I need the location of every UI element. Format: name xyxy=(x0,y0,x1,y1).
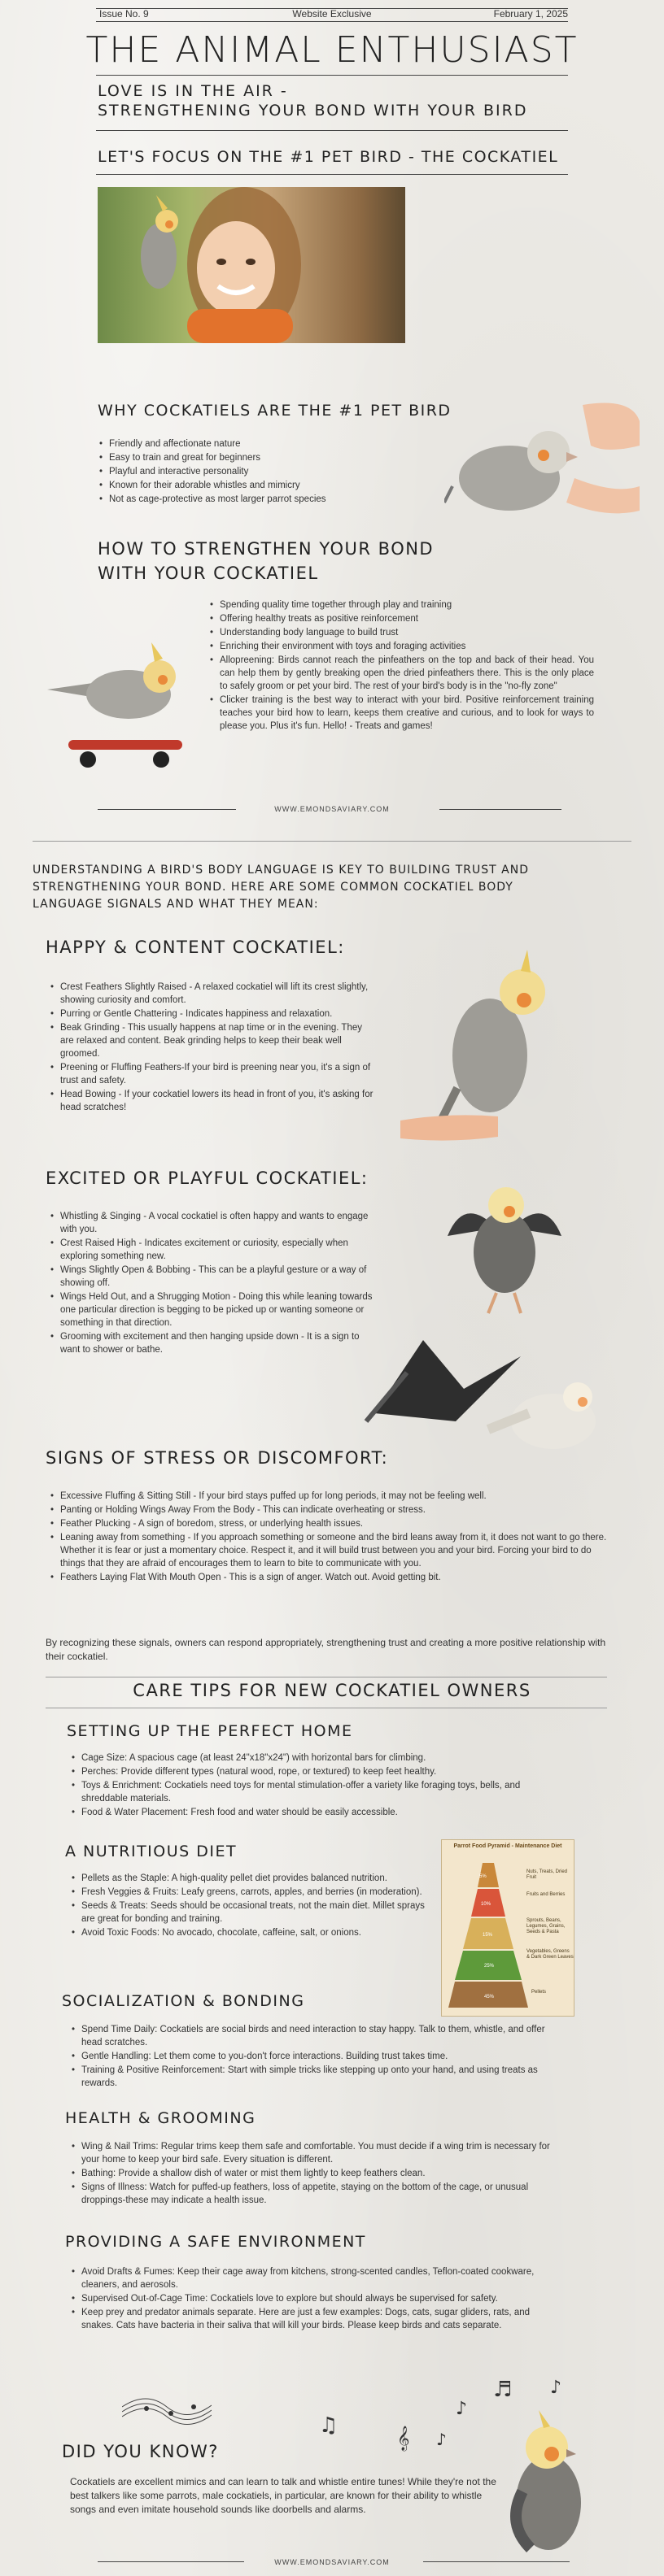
pyramid-percent: 45% xyxy=(484,1995,495,1999)
list-item: • Enriching their environment with toys and foraging activities xyxy=(208,640,594,653)
list-item: • Food & Water Placement: Fresh food and water should be easily accessible. xyxy=(70,1806,566,1819)
pyramid-label: Vegetables, Greens & Dark Green Leaves xyxy=(526,1949,574,1960)
footer-rule-right xyxy=(423,2561,570,2562)
happy-heading: HAPPY & CONTENT COCKATIEL: xyxy=(46,938,345,957)
list-item: • Avoid Toxic Foods: No avocado, chocolate, caffeine, salt, or onions. xyxy=(70,1926,428,1939)
strengthen-list xyxy=(208,598,594,733)
food-pyramid-chart xyxy=(441,1839,574,2017)
safe-list xyxy=(70,2265,558,2333)
social-heading: SOCIALIZATION & BONDING xyxy=(62,1992,305,2010)
web-rule-right xyxy=(439,809,561,810)
list-item: • Pellets as the Staple: A high-quality pellet diet provides balanced nutrition. xyxy=(70,1872,428,1885)
issue-number: Issue No. 9 xyxy=(99,8,149,20)
stress-outro: By recognizing these signals, owners can respond appropriately, strengthening trust and creating a more positive relationship with their cockatiel. xyxy=(46,1637,606,1662)
list-item: • Not as cage-protective as most larger parrot species xyxy=(98,493,439,506)
list-item: • Beak Grinding - This usually happens at nap time or in the evening. They are relaxed and content. Beak grinding helps to keep their beak well groomed. xyxy=(49,1021,374,1060)
list-item: • Spending quality time together through play and training xyxy=(208,598,594,611)
health-list xyxy=(70,2140,558,2208)
cockatiel-portrait-image xyxy=(498,2410,612,2553)
cockatiel-skateboard-image xyxy=(47,639,202,779)
list-item: • Easy to train and great for beginners xyxy=(98,451,439,464)
home-heading: SETTING UP THE PERFECT HOME xyxy=(67,1722,353,1740)
pyramid-percent: 10% xyxy=(481,1902,491,1907)
list-item: • Head Bowing - If your cockatiel lowers its head in front of you, it's asking for head scratches! xyxy=(49,1088,374,1114)
list-item: • Feathers Laying Flat With Mouth Open - This is a sign of anger. Watch out. Avoid getting bit. xyxy=(49,1571,618,1584)
list-item: • Leaning away from something - If you approach something or someone and the bird leans away from it, it does not want to go there. Whether it is fear or just a momentary choice. Respect it, and it will build trust between you and your bird. Forcing your bird to do things that they are afraid of encourages them to learn to bite to communicate with you. xyxy=(49,1531,618,1570)
list-item: • Supervised Out-of-Cage Time: Cockatiels love to explore but should always be supervised for safety. xyxy=(70,2292,558,2305)
list-item: • Wings Slightly Open & Bobbing - This can be a playful gesture or a way of showing off. xyxy=(49,1264,374,1290)
subtitle-line1: LOVE IS IN THE AIR - xyxy=(98,82,288,100)
care-heading: CARE TIPS FOR NEW COCKATIEL OWNERS xyxy=(133,1681,531,1700)
girl-with-cockatiel-photo xyxy=(98,187,405,343)
music-note-icon: ♫ xyxy=(319,2413,339,2438)
list-item: • Allopreening: Birds cannot reach the pinfeathers on the top and back of their head. You can help them by gently breaking open the dried pinfeathers there. This is the only place to safely groom or pet your bird. The rest of your bird's body is in the "no-fly zone" xyxy=(208,654,594,693)
strengthen-heading-line2: WITH YOUR COCKATIEL xyxy=(98,564,319,583)
cockatiels-flying-image xyxy=(358,1291,602,1470)
diet-heading: A NUTRITIOUS DIET xyxy=(65,1843,238,1860)
focus-heading: LET'S FOCUS ON THE #1 PET BIRD - THE COCKATIEL xyxy=(98,148,559,166)
body-language-intro: UNDERSTANDING A BIRD'S BODY LANGUAGE IS KEY TO BUILDING TRUST AND STRENGTHENING YOUR BOND. HERE ARE SOME COMMON COCKATIEL BODY LANGUAGE SIGNALS AND WHAT THEY MEAN: xyxy=(33,864,529,911)
pyramid-percent: 25% xyxy=(484,1964,495,1969)
music-staff-icon xyxy=(122,2382,212,2431)
treble-clef-icon: 𝄞 xyxy=(397,2426,410,2451)
list-item: • Cage Size: A spacious cage (at least 24"x18"x24") with horizontal bars for climbing. xyxy=(70,1751,566,1764)
why-list xyxy=(98,437,439,507)
list-item: • Fresh Veggies & Fruits: Leafy greens, carrots, apples, and berries (in moderation). xyxy=(70,1886,428,1899)
list-item: • Playful and interactive personality xyxy=(98,465,439,478)
health-heading: HEALTH & GROOMING xyxy=(65,2109,256,2127)
list-item: • Whistling & Singing - A vocal cockatiel is often happy and wants to engage with you. xyxy=(49,1210,374,1236)
footer-website-url: WWW.EMONDSAVIARY.COM xyxy=(274,2558,390,2566)
edition-label: Website Exclusive xyxy=(292,8,372,20)
list-item: • Gentle Handling: Let them come to you-don't force interactions. Building trust takes time. xyxy=(70,2050,558,2063)
list-item: • Avoid Drafts & Fumes: Keep their cage away from kitchens, strong-scented candles, Teflon-coated cookware, cleaners, and aerosols. xyxy=(70,2265,558,2291)
happy-list xyxy=(49,981,374,1115)
pyramid-label: Pellets xyxy=(531,1990,547,1995)
safe-heading: PROVIDING A SAFE ENVIRONMENT xyxy=(65,2233,366,2251)
list-item: • Wings Held Out, and a Shrugging Motion - Doing this while leaning towards one particular direction is begging to be picked up or wanting someone or something in that direction. xyxy=(49,1290,374,1329)
list-item: • Toys & Enrichment: Cockatiels need toys for mental stimulation-offer a variety like foraging toys, bells, and shreddable materials. xyxy=(70,1779,566,1805)
focus-rule xyxy=(96,174,568,175)
list-item: • Panting or Holding Wings Away From the Body - This can indicate overheating or stress. xyxy=(49,1503,618,1516)
website-url: WWW.EMONDSAVIARY.COM xyxy=(274,805,390,813)
list-item: • Bathing: Provide a shallow dish of water or mist them lightly to keep feathers clean. xyxy=(70,2167,558,2180)
list-item: • Excessive Fluffing & Sitting Still - If your bird stays puffed up for long periods, it may not be feeling well. xyxy=(49,1490,618,1503)
newsletter-title: THE ANIMAL ENTHUSIAST xyxy=(85,29,579,71)
list-item: • Training & Positive Reinforcement: Start with simple tricks like stepping up onto your hand, and using treats as rewards. xyxy=(70,2064,558,2090)
why-heading: WHY COCKATIELS ARE THE #1 PET BIRD xyxy=(98,402,452,420)
list-item: • Offering healthy treats as positive reinforcement xyxy=(208,612,594,625)
pyramid-title: Parrot Food Pyramid - Maintenance Diet xyxy=(453,1843,562,1849)
list-item: • Seeds & Treats: Seeds should be occasional treats, not the main diet. Millet sprays are great for bonding and training. xyxy=(70,1899,428,1925)
excited-list xyxy=(49,1210,374,1357)
subtitle-rule xyxy=(96,130,568,131)
list-item: • Known for their adorable whistles and mimicry xyxy=(98,479,439,492)
list-item: • Signs of Illness: Watch for puffed-up feathers, loss of appetite, staying on the bottom of the cage, or unusual droppings-these may indicate a health issue. xyxy=(70,2181,558,2207)
music-note-icon: ♬ xyxy=(493,2378,513,2402)
list-item: • Clicker training is the best way to interact with your bird. Positive reinforcement training teaches your bird how to learn, keeps them creative and curious, and to look for ways to please you. Plus it's fun. Hello! - Treats and games! xyxy=(208,694,594,733)
header-rule xyxy=(96,21,568,22)
list-item: • Purring or Gentle Chattering - Indicates happiness and relaxation. xyxy=(49,1007,374,1020)
stress-list xyxy=(49,1490,618,1585)
list-item: • Grooming with excitement and then hanging upside down - It is a sign to want to shower or bathe. xyxy=(49,1330,374,1356)
music-note-icon: ♪ xyxy=(436,2430,447,2449)
pyramid-label: Nuts, Treats, Dried Fruit xyxy=(526,1869,568,1880)
issue-date: February 1, 2025 xyxy=(493,8,568,20)
cockatiel-on-hand-image xyxy=(444,389,640,527)
stress-heading: SIGNS OF STRESS OR DISCOMFORT: xyxy=(46,1448,389,1468)
strengthen-heading-line1: HOW TO STRENGTHEN YOUR BOND xyxy=(98,539,435,559)
section-divider xyxy=(33,841,631,842)
list-item: • Feather Plucking - A sign of boredom, stress, or underlying health issues. xyxy=(49,1517,618,1530)
pyramid-label: Fruits and Berries xyxy=(526,1892,566,1897)
pyramid-percent: 15% xyxy=(483,1933,493,1938)
list-item: • Preening or Fluffing Feathers-If your bird is preening near you, it's a sign of trust and safety. xyxy=(49,1061,374,1087)
list-item: • Spend Time Daily: Cockatiels are social birds and need interaction to stay happy. Talk to them, whistle, and offer head scratches. xyxy=(70,2023,558,2049)
list-item: • Crest Raised High - Indicates excitement or curiosity, especially when exploring something new. xyxy=(49,1237,374,1263)
title-rule xyxy=(96,75,568,76)
list-item: • Wing & Nail Trims: Regular trims keep them safe and comfortable. You must decide if a wing trim is necessary for your home to keep your bird safe. Every situation is different. xyxy=(70,2140,558,2166)
social-list xyxy=(70,2023,558,2091)
list-item: • Keep prey and predator animals separate. Here are just a few examples: Dogs, cats, sugar gliders, rats, and snakes. Cats have bacteria in their saliva that will kill your birds. Please keep birds and cats separate. xyxy=(70,2306,558,2332)
subtitle-line2: STRENGTHENING YOUR BOND WITH YOUR BIRD xyxy=(98,102,528,120)
list-item: • Understanding body language to build trust xyxy=(208,626,594,639)
did-you-know-text: Cockatiels are excellent mimics and can learn to talk and whistle entire tunes! While they're not the best talkers like some parrots, male cockatiels, in particular, are known for their ability to whistle songs and even imitate household sounds like doorbells and alarms. xyxy=(70,2476,496,2515)
home-list xyxy=(70,1751,566,1820)
music-note-icon: ♪ xyxy=(456,2399,468,2419)
pyramid-label: Sprouts, Beans, Legumes, Grains, Seeds & Pasta xyxy=(526,1918,566,1934)
excited-heading: EXCITED OR PLAYFUL COCKATIEL: xyxy=(46,1168,369,1188)
list-item: • Crest Feathers Slightly Raised - A relaxed cockatiel will lift its crest slightly, showing curiosity and comfort. xyxy=(49,981,374,1007)
did-you-know-heading: DID YOU KNOW? xyxy=(62,2442,219,2461)
music-note-icon: ♪ xyxy=(550,2378,562,2398)
pyramid-percent: 5% xyxy=(479,1874,487,1879)
cockatiel-on-hand-image xyxy=(400,950,579,1145)
diet-list xyxy=(70,1872,428,1940)
list-item: • Friendly and affectionate nature xyxy=(98,437,439,450)
list-item: • Perches: Provide different types (natural wood, rope, or textured) to keep feet healthy. xyxy=(70,1765,566,1778)
